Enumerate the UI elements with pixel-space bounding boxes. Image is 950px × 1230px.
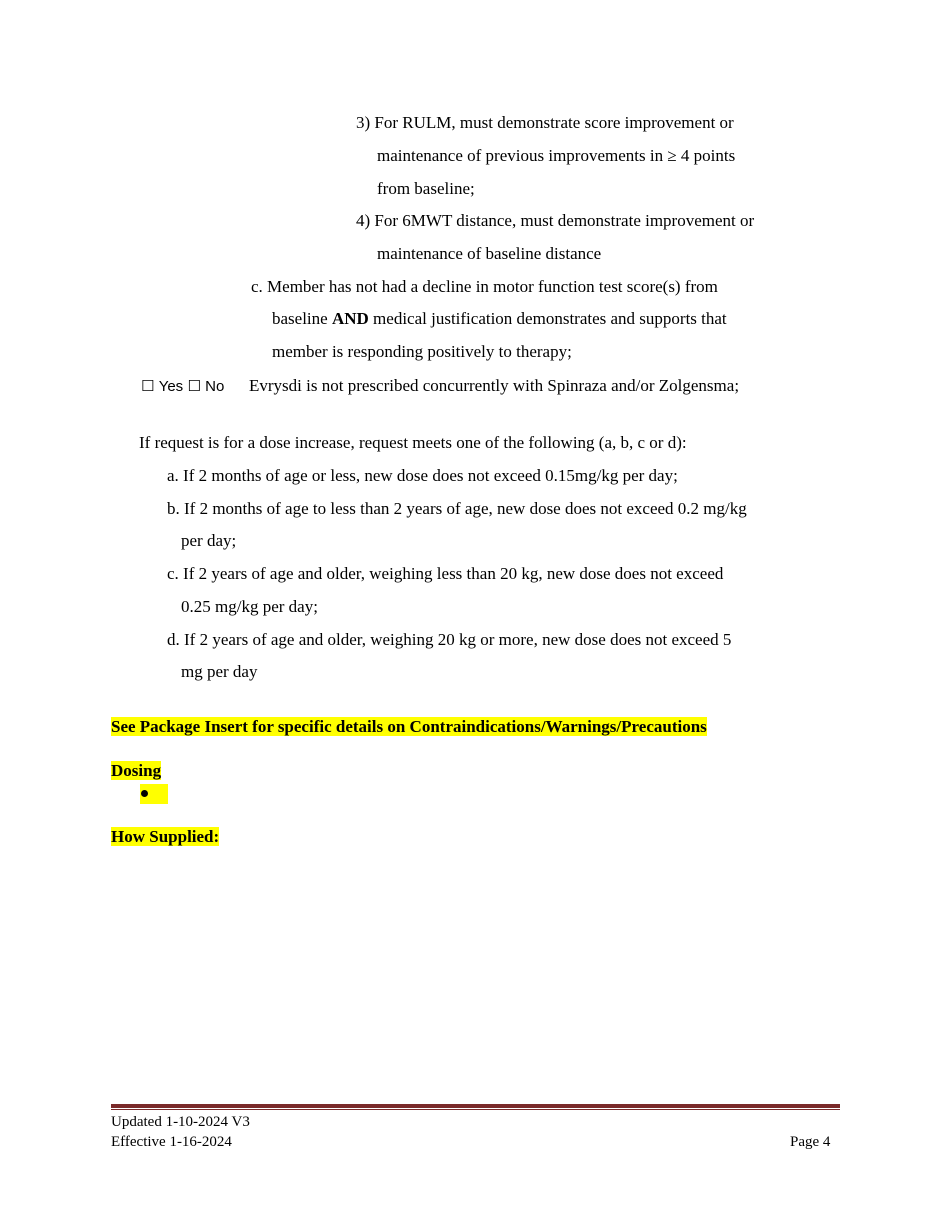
checkbox-row [141,375,224,398]
dose-option-b-line-2: per day; [181,531,237,550]
criteria-item-3-line-2: maintenance of previous improvements in ≥ 4 points [377,146,736,165]
no-checkbox[interactable]: ☐ [187,378,201,395]
how-supplied-heading [111,826,219,848]
criteria-item-3-line-3: from baseline; [377,179,475,198]
how-supplied-heading-text: How Supplied: [111,827,220,846]
criteria-item-c-line-2-pre: baseline [272,309,332,328]
footer-page-number: Page 4 [790,1134,831,1150]
criteria-item-4-line-2: maintenance of baseline distance [377,244,602,263]
criteria-item-c-line-3: member is responding positively to therapy; [272,342,572,361]
footer-effective: Effective 1-16-2024 [111,1134,232,1150]
dose-option-b-line-1: b. If 2 months of age to less than 2 years of age, new dose does not exceed 0.2 mg/kg [167,499,747,518]
dose-option-a: a. If 2 months of age or less, new dose does not exceed 0.15mg/kg per day; [167,466,678,485]
criteria-item-4-line-1: 4) For 6MWT distance, must demonstrate improvement or [356,211,755,230]
footer-rule-thin [111,1109,840,1110]
footer-rule-thick [111,1104,840,1108]
yes-label: Yes [158,378,184,395]
no-label: No [205,378,225,395]
dose-option-c-line-1: c. If 2 years of age and older, weighing less than 20 kg, new dose does not exceed [167,564,724,583]
criteria-item-c-and: AND [331,309,369,328]
footer-updated: Updated 1-10-2024 V3 [111,1114,250,1130]
dosing-heading-text: Dosing [111,761,162,780]
dose-option-d-line-1: d. If 2 years of age and older, weighing 20 kg or more, new dose does not exceed 5 [167,630,732,649]
dose-increase-intro: If request is for a dose increase, request meets one of the following (a, b, c or d): [139,433,687,452]
package-insert-heading [111,716,707,738]
dosing-heading [111,760,161,782]
checkbox-row-text: Evrysdi is not prescribed concurrently with Spinraza and/or Zolgensma; [249,376,740,395]
yes-checkbox[interactable]: ☐ [141,378,155,395]
criteria-item-c-line-1: c. Member has not had a decline in motor function test score(s) from [251,277,718,296]
criteria-item-c-line-2-post: medical justification demonstrates and supports that [368,309,727,328]
package-insert-heading-text: See Package Insert for specific details on Contraindications/Warnings/Precautions [111,717,707,736]
dosing-bullet-icon [141,790,148,797]
dose-option-c-line-2: 0.25 mg/kg per day; [181,597,318,616]
criteria-item-c-line-2 [272,308,727,330]
criteria-item-3-line-1: 3) For RULM, must demonstrate score improvement or [356,113,734,132]
dose-option-d-line-2: mg per day [181,662,258,681]
